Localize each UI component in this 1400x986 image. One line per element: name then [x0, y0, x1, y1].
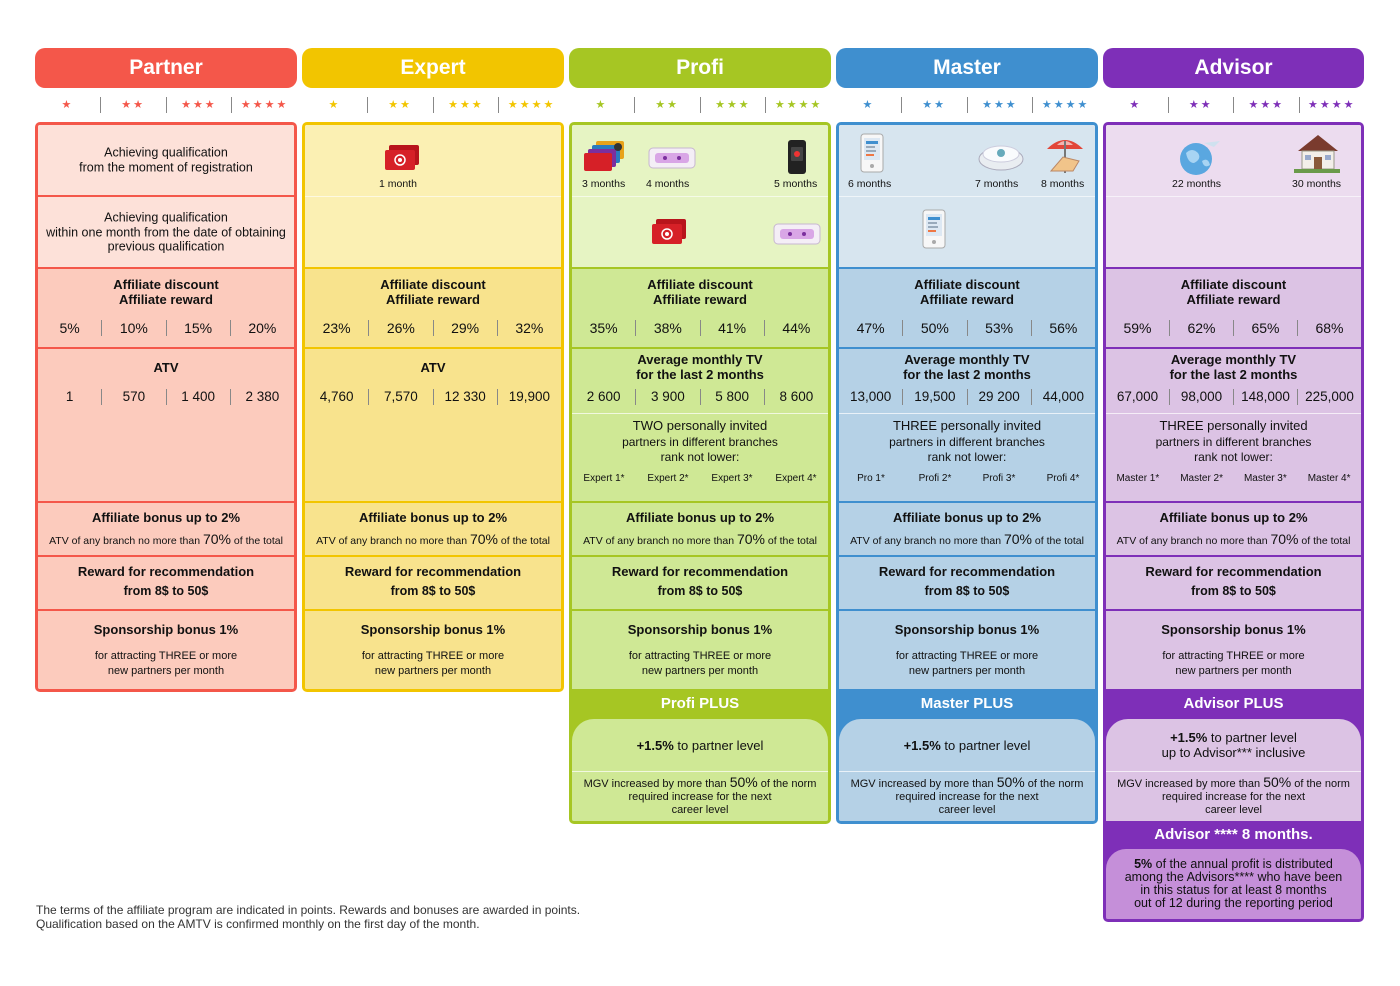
qualification-previous — [38, 197, 294, 269]
sponsorship-bonus — [839, 611, 1095, 689]
sponsorship-title: Sponsorship bonus 1% — [894, 622, 1040, 637]
affiliate-bonus-title: Affiliate bonus up to 2% — [358, 510, 508, 525]
affiliate-discount — [38, 269, 294, 349]
affiliate-discount — [305, 269, 561, 349]
qualification-registration — [839, 125, 1095, 197]
reward-duration-label: 7 months — [975, 178, 1019, 190]
affiliate-bonus-title: Affiliate bonus up to 2% — [892, 510, 1042, 525]
sponsorship-bonus — [1106, 611, 1361, 689]
sponsorship-subtitle: for attracting THREE or more new partners per month — [94, 650, 238, 677]
affiliate-bonus-title: Affiliate bonus up to 2% — [625, 510, 775, 525]
required-rank: Expert 1* — [583, 473, 625, 484]
affiliate-bonus-title: Affiliate bonus up to 2% — [1159, 510, 1308, 525]
reward-duration-label: 1 month — [379, 178, 417, 190]
volume-value: 19,900 — [508, 389, 551, 404]
affiliate-bonus — [38, 503, 294, 557]
star-levels — [836, 88, 1098, 122]
volume-value: 1 400 — [167, 389, 231, 405]
affiliate-bonus-title: Affiliate bonus up to 2% — [91, 510, 241, 525]
volume-value: 13,000 — [839, 389, 903, 405]
affiliate-bonus — [572, 503, 828, 557]
star-levels — [35, 88, 297, 122]
required-rank: Master 1* — [1116, 473, 1160, 484]
star-level-1: ★ — [836, 97, 902, 113]
volume-value: 1 — [38, 389, 102, 405]
plus-title: Advisor PLUS — [1106, 689, 1361, 719]
footnote — [36, 903, 580, 931]
star-level-2: ★★ — [368, 97, 434, 113]
volume-value: 98,000 — [1170, 389, 1234, 405]
advisor-4star-body-wrap — [1106, 849, 1361, 919]
recommendation-reward — [1106, 557, 1361, 611]
sponsorship-subtitle: for attracting THREE or more new partners per month — [361, 650, 505, 677]
qualification-registration — [1106, 125, 1361, 197]
footnote-line-1: The terms of the affiliate program are indicated in points. Rewards and bonuses are awarded in points. — [36, 903, 581, 917]
star-level-4: ★★★★ — [774, 99, 823, 111]
star-level-1: ★ — [569, 97, 635, 113]
required-rank: Master 4* — [1307, 473, 1351, 484]
discount-percent: 65% — [1234, 320, 1298, 336]
reward-duration-label: 3 months — [582, 178, 626, 190]
sponsorship-title: Sponsorship bonus 1% — [1161, 622, 1306, 637]
volume-requirements — [1106, 349, 1361, 503]
required-ranks — [572, 473, 828, 485]
plus-body — [572, 719, 828, 821]
discount-percent: 26% — [369, 320, 433, 336]
tablet-icon — [859, 133, 885, 177]
column-box — [302, 122, 564, 692]
discount-percents — [839, 320, 1095, 336]
volume-value: 29 200 — [968, 389, 1032, 405]
advisor-4star-title: Advisor **** 8 months. — [1106, 821, 1361, 849]
star-level-3: ★★★ — [968, 97, 1034, 113]
discount-percent: 15% — [167, 320, 231, 336]
column-title: Master — [836, 48, 1098, 88]
plus-body — [1106, 719, 1361, 821]
volume-title: Average monthly TV for the last 2 months — [903, 352, 1031, 382]
recommendation-reward — [572, 557, 828, 611]
reward-title: Reward for recommendation — [611, 564, 789, 579]
affiliate-discount — [572, 269, 828, 349]
discount-percent: 47% — [839, 320, 903, 336]
affiliate-discount-title: Affiliate discount Affiliate reward — [647, 277, 753, 307]
star-level-4: ★★★★ — [240, 99, 289, 111]
volume-value: 148,000 — [1234, 389, 1298, 405]
volume-value: 2 380 — [245, 389, 280, 404]
plus-level: +1.5% to partner level up to Advisor*** inclusive — [1106, 719, 1361, 771]
invite-title: THREE personally invited — [892, 418, 1042, 433]
affiliate-bonus-subtitle: ATV of any branch no more than 70% of the total — [1116, 531, 1351, 547]
required-ranks — [1106, 473, 1361, 485]
column-profi — [569, 48, 831, 824]
volume-values — [839, 389, 1095, 405]
column-title: Profi — [569, 48, 831, 88]
qualification-previous — [839, 197, 1095, 269]
tablet-icon — [921, 209, 947, 253]
plus-mgv: MGV increased by more than 50% of the norm required increase for the next career level — [572, 771, 828, 821]
discount-percents — [38, 320, 294, 336]
star-level-3: ★★★ — [1234, 97, 1300, 113]
qualification-previous — [572, 197, 828, 269]
star-level-1: ★ — [35, 97, 101, 113]
discount-percent: 29% — [434, 320, 498, 336]
reward-range: from 8$ to 50$ — [390, 584, 476, 598]
invite-divider — [839, 413, 1095, 414]
affiliate-discount — [839, 269, 1095, 349]
volume-title: ATV — [420, 360, 446, 375]
reward-title: Reward for recommendation — [344, 564, 522, 579]
star-level-3: ★★★ — [167, 97, 233, 113]
column-title: Partner — [35, 48, 297, 88]
reward-title: Reward for recommendation — [878, 564, 1056, 579]
invite-divider — [572, 413, 828, 414]
discount-percent: 41% — [701, 320, 765, 336]
recommendation-reward — [839, 557, 1095, 611]
card-stack-icon — [582, 139, 628, 177]
column-advisor — [1103, 48, 1364, 922]
volume-value: 7,570 — [369, 389, 433, 405]
invite-divider — [1106, 413, 1361, 414]
affiliate-bonus-subtitle: ATV of any branch no more than 70% of the total — [316, 531, 550, 547]
discount-percent: 50% — [903, 320, 967, 336]
reward-title: Reward for recommendation — [1145, 564, 1322, 579]
reward-title: Reward for recommendation — [77, 564, 255, 579]
device-box-icon — [647, 145, 697, 175]
qualification-registration — [38, 125, 294, 197]
discount-percent: 56% — [1049, 320, 1078, 336]
house-icon — [1292, 131, 1342, 179]
discount-percent: 5% — [38, 320, 102, 336]
invite-subtitle: partners in different branches rank not lower: — [889, 435, 1045, 464]
sponsorship-bonus — [572, 611, 828, 689]
robot-vacuum-icon — [976, 139, 1026, 177]
reward-duration-label: 8 months — [1041, 178, 1085, 190]
volume-requirements — [305, 349, 561, 503]
reward-range: from 8$ to 50$ — [123, 584, 209, 598]
volume-value: 44,000 — [1042, 389, 1085, 404]
plus-level: +1.5% to partner level — [839, 719, 1095, 771]
discount-percents — [572, 320, 828, 336]
qualification-registration — [305, 125, 561, 197]
sponsorship-title: Sponsorship bonus 1% — [360, 622, 506, 637]
column-box — [569, 122, 831, 824]
cards-icon — [650, 217, 690, 251]
volume-values — [572, 389, 828, 405]
sponsorship-subtitle: for attracting THREE or more new partners per month — [895, 650, 1039, 677]
cards-icon — [383, 143, 423, 177]
column-title: Expert — [302, 48, 564, 88]
qualification-previous — [305, 197, 561, 269]
volume-requirements — [839, 349, 1095, 503]
recommendation-reward — [305, 557, 561, 611]
volume-requirements — [572, 349, 828, 503]
device-box-icon — [772, 221, 822, 251]
discount-percent: 38% — [636, 320, 700, 336]
column-master — [836, 48, 1098, 824]
star-level-2: ★★ — [635, 97, 701, 113]
reward-range: from 8$ to 50$ — [657, 584, 743, 598]
affiliate-discount-title: Affiliate discount Affiliate reward — [380, 277, 486, 307]
star-level-3: ★★★ — [701, 97, 767, 113]
plus-title: Profi PLUS — [572, 689, 828, 719]
affiliate-bonus-subtitle: ATV of any branch no more than 70% of the total — [49, 531, 283, 547]
volume-values — [38, 389, 294, 405]
column-box — [35, 122, 297, 692]
qualification-text: Achieving qualification within one month from the date of obtaining previous qualification — [46, 210, 286, 254]
required-rank: Profi 4* — [1046, 473, 1080, 484]
discount-percent: 20% — [248, 320, 277, 336]
required-rank: Master 2* — [1180, 473, 1224, 484]
star-levels — [1103, 88, 1364, 122]
volume-value: 570 — [102, 389, 166, 405]
sponsorship-title: Sponsorship bonus 1% — [93, 622, 239, 637]
volume-value: 12 330 — [434, 389, 498, 405]
qualification-text: Achieving qualification from the moment of registration — [79, 145, 253, 174]
plus-mgv: MGV increased by more than 50% of the norm required increase for the next career level — [839, 771, 1095, 821]
volume-value: 67,000 — [1106, 389, 1170, 405]
volume-value: 3 900 — [636, 389, 700, 405]
affiliate-bonus — [839, 503, 1095, 557]
star-level-2: ★★ — [902, 97, 968, 113]
star-level-2: ★★ — [101, 97, 167, 113]
affiliate-bonus-subtitle: ATV of any branch no more than 70% of the total — [850, 531, 1084, 547]
star-level-4: ★★★★ — [1041, 99, 1090, 111]
qualification-previous — [1106, 197, 1361, 269]
invite-subtitle: partners in different branches rank not lower: — [622, 435, 778, 464]
plus-title: Master PLUS — [839, 689, 1095, 719]
required-rank: Profi 3* — [982, 473, 1016, 484]
required-rank: Master 3* — [1243, 473, 1287, 484]
volume-value: 19,500 — [903, 389, 967, 405]
column-box — [1103, 122, 1364, 922]
star-levels — [302, 88, 564, 122]
sponsorship-subtitle: for attracting THREE or more new partners per month — [628, 650, 772, 677]
star-level-2: ★★ — [1169, 97, 1235, 113]
discount-percent: 53% — [968, 320, 1032, 336]
discount-percent: 35% — [572, 320, 636, 336]
invite-title: TWO personally invited — [632, 418, 768, 433]
column-title: Advisor — [1103, 48, 1364, 88]
reward-duration-label: 6 months — [848, 178, 892, 190]
affiliate-discount-title: Affiliate discount Affiliate reward — [914, 277, 1020, 307]
sponsorship-bonus — [38, 611, 294, 689]
reward-range: from 8$ to 50$ — [924, 584, 1010, 598]
volume-value: 5 800 — [701, 389, 765, 405]
phone-icon — [785, 139, 809, 179]
volume-value: 4,760 — [305, 389, 369, 405]
affiliate-bonus — [1106, 503, 1361, 557]
discount-percents — [1106, 320, 1361, 336]
discount-percent: 62% — [1170, 320, 1234, 336]
volume-title: ATV — [153, 360, 179, 375]
discount-percent: 10% — [102, 320, 166, 336]
reward-duration-label: 30 months — [1292, 178, 1342, 190]
plus-level: +1.5% to partner level — [572, 719, 828, 771]
required-rank: Pro 1* — [857, 473, 885, 484]
beach-chair-icon — [1043, 135, 1087, 179]
column-expert — [302, 48, 564, 692]
volume-value: 8 600 — [779, 389, 814, 404]
star-level-4: ★★★★ — [1308, 99, 1356, 111]
reward-range: from 8$ to 50$ — [1191, 584, 1276, 598]
discount-percent: 68% — [1315, 320, 1344, 336]
discount-percent: 59% — [1106, 320, 1170, 336]
reward-duration-label: 4 months — [646, 178, 690, 190]
volume-title: Average monthly TV for the last 2 months — [1169, 352, 1298, 382]
plus-mgv: MGV increased by more than 50% of the norm required increase for the next career level — [1106, 771, 1361, 821]
column-box — [836, 122, 1098, 824]
invite-subtitle: partners in different branches rank not lower: — [1155, 435, 1312, 464]
volume-values — [305, 389, 561, 405]
affiliate-discount-title: Affiliate discount Affiliate reward — [113, 277, 219, 307]
required-rank: Expert 2* — [647, 473, 689, 484]
column-partner — [35, 48, 297, 692]
reward-duration-label: 22 months — [1172, 178, 1222, 190]
star-level-1: ★ — [1103, 97, 1169, 113]
affiliate-discount-title: Affiliate discount Affiliate reward — [1180, 277, 1287, 307]
volume-title: Average monthly TV for the last 2 months — [636, 352, 764, 382]
star-level-3: ★★★ — [434, 97, 500, 113]
plus-body — [839, 719, 1095, 821]
volume-requirements — [38, 349, 294, 503]
invite-title: THREE personally invited — [1159, 418, 1308, 433]
star-level-1: ★ — [302, 97, 368, 113]
footnote-line-2: Qualification based on the AMTV is confirmed monthly on the first day of the month. — [36, 917, 480, 931]
affiliate-discount — [1106, 269, 1361, 349]
volume-value: 225,000 — [1305, 389, 1354, 404]
discount-percent: 23% — [305, 320, 369, 336]
discount-percent: 44% — [782, 320, 811, 336]
volume-value: 2 600 — [572, 389, 636, 405]
volume-values — [1106, 389, 1361, 405]
advisor-4star-body: 5% of the annual profit is distributed among the Advisors**** who have been in this status for at least 8 months out of 12 during the reporting period — [1106, 849, 1361, 919]
recommendation-reward — [38, 557, 294, 611]
required-rank: Expert 3* — [711, 473, 753, 484]
reward-duration-label: 5 months — [774, 178, 818, 190]
required-rank: Profi 2* — [918, 473, 952, 484]
required-ranks — [839, 473, 1095, 485]
star-level-4: ★★★★ — [507, 99, 556, 111]
discount-percents — [305, 320, 561, 336]
sponsorship-subtitle: for attracting THREE or more new partners per month — [1162, 650, 1305, 677]
required-rank: Expert 4* — [775, 473, 817, 484]
globe-plane-icon — [1174, 137, 1224, 181]
discount-percent: 32% — [515, 320, 544, 336]
sponsorship-bonus — [305, 611, 561, 689]
star-levels — [569, 88, 831, 122]
affiliate-bonus — [305, 503, 561, 557]
affiliate-bonus-subtitle: ATV of any branch no more than 70% of the total — [583, 531, 817, 547]
qualification-registration — [572, 125, 828, 197]
sponsorship-title: Sponsorship bonus 1% — [627, 622, 773, 637]
